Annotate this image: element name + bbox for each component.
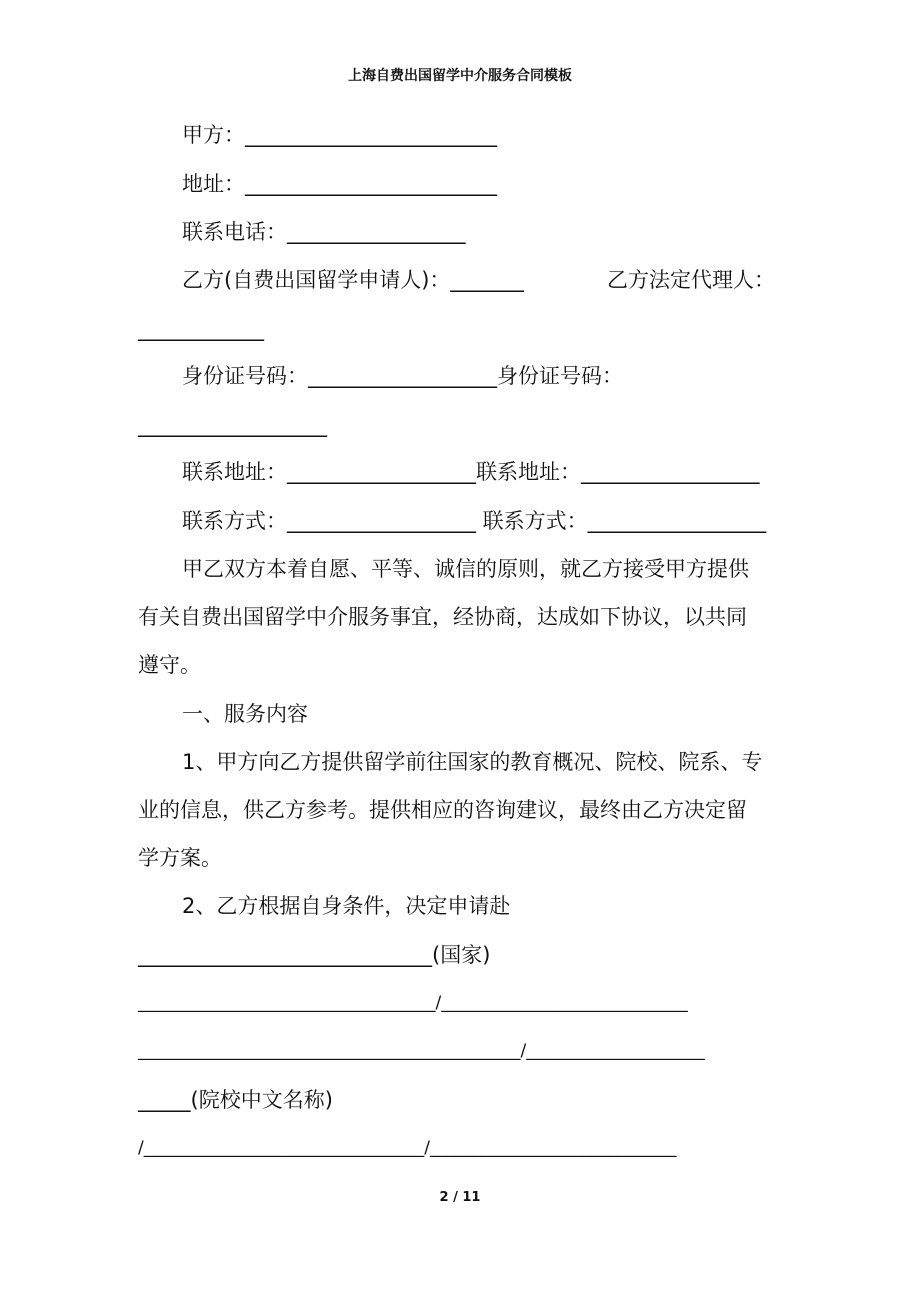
contact-address-line: 联系地址：__________________联系地址：_________________ [182,460,760,484]
school-name-line: _____(院校中文名称) [138,1088,333,1112]
clause-1-line-2: 业的信息，供乙方参考。提供相应的咨询建议，最终由乙方决定留 [138,798,747,822]
page-number: 2 / 11 [439,1190,481,1205]
clause-1-line-3: 学方案。 [138,846,222,870]
preamble-line-1: 甲乙双方本着自愿、平等、诚信的原则，就乙方接受甲方提供 [182,557,749,581]
clause-1-line-1: 1、甲方向乙方提供留学前往国家的教育概况、院校、院系、专 [182,750,763,774]
legal-representative-blank: ____________ [138,317,264,341]
clause-2-line-1: 2、乙方根据自身条件，决定申请赴 [182,894,511,918]
party-b-line: 乙方(自费出国留学申请人)：_______ [182,268,524,292]
preamble-line-3: 遵守。 [138,653,201,677]
legal-representative-label: 乙方法定代理人： [607,268,775,292]
country-blank-line: ____________________________(国家) [138,943,491,967]
id-number-blank: __________________ [138,413,327,437]
blank-line-2: _____________________________________________/_____________________ [138,1041,705,1061]
blank-line-1: ___________________________________/_____________________________ [138,993,688,1013]
party-a-line: 甲方：________________________ [182,123,497,147]
preamble-line-2: 有关自费出国留学中介服务事宜，经协商，达成如下协议，以共同 [138,605,747,629]
document-header: 上海自费出国留学中介服务合同模板 [348,68,572,84]
id-number-line: 身份证号码：__________________身份证号码： [182,364,623,388]
address-line: 地址：________________________ [182,172,497,196]
section-heading: 一、服务内容 [182,702,308,726]
phone-line: 联系电话：_________________ [182,220,466,244]
contact-method-line: 联系方式：__________________ 联系方式：_________________ [182,509,767,533]
blank-line-3: /_________________________________/_____________________________ [138,1138,677,1158]
